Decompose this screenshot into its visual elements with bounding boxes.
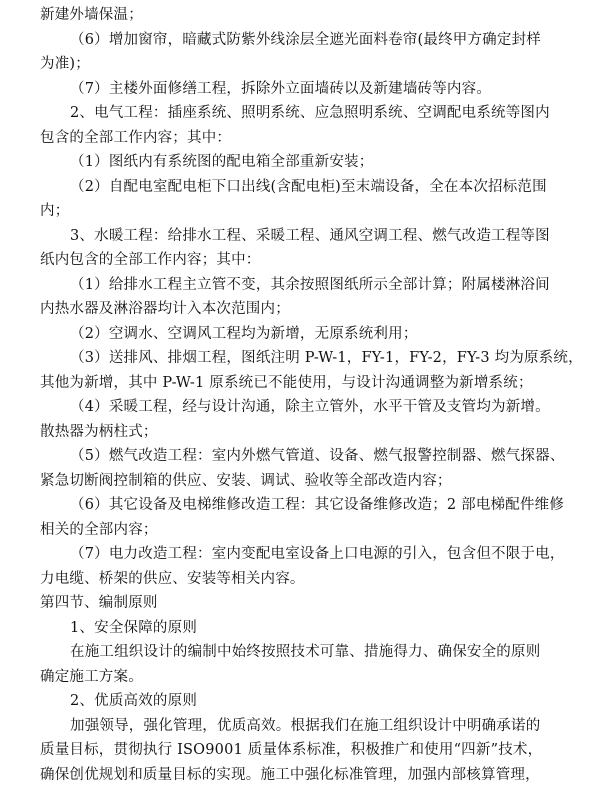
text-line: 相关的全部内容； bbox=[40, 522, 158, 538]
text-line: （2）空调水、空调风工程均为新增，无原系统利用； bbox=[70, 326, 418, 342]
text-line: （6）增加窗帘，暗藏式防紫外线涂层全遮光面料卷帘(最终甲方确定封样 bbox=[70, 32, 541, 48]
text-line: 散热器为柄柱式； bbox=[40, 424, 158, 440]
text-line: （3）送排风、排烟工程，图纸注明 P-W-1，FY-1，FY-2，FY-3 均为原系统， bbox=[70, 350, 583, 366]
text-line: 质量目标，贯彻执行 ISO9001 质量体系标准，积极推广和使用“四新”技术， bbox=[40, 742, 543, 758]
text-line: 纸内包含的全部工作内容；其中： bbox=[40, 252, 261, 268]
text-line: （2）自配电室配电柜下口出线(含配电柜)至末端设备，全在本次招标范围 bbox=[70, 179, 547, 195]
text-line: （7）电力改造工程：室内变配电室设备上口电源的引入，包含但不限于电， bbox=[70, 546, 565, 562]
subsection-heading: 2、优质高效的原则 bbox=[70, 693, 198, 709]
text-line: （7）主楼外面修缮工程，拆除外立面墙砖以及新建墙砖等内容。 bbox=[70, 81, 492, 97]
text-line: 2、电气工程：插座系统、照明系统、应急照明系统、空调配电系统等图内 bbox=[70, 105, 550, 121]
text-line: 为准)； bbox=[40, 56, 90, 72]
text-line: 在施工组织设计的编制中始终按照技术可靠、措施得力、确保安全的原则 bbox=[70, 644, 541, 660]
subsection-heading: 1、安全保障的原则 bbox=[70, 620, 198, 636]
text-line: 确定施工方案。 bbox=[40, 669, 143, 685]
text-line: （1）图纸内有系统图的配电箱全部重新安装； bbox=[70, 154, 374, 170]
text-line: 确保创优规划和质量目标的实现。施工中强化标准管理，加强内部核算管理， bbox=[40, 767, 540, 783]
text-line: （6）其它设备及电梯维修改造工程：其它设备维修改造；2 部电梯配件维修 bbox=[70, 497, 565, 513]
text-line: 包含的全部工作内容；其中： bbox=[40, 130, 232, 146]
section-heading: 第四节、编制原则 bbox=[40, 595, 158, 611]
text-line: （1）给排水工程主立管不变，其余按照图纸所示全部计算；附属楼淋浴间 bbox=[70, 277, 550, 293]
text-line: （5）燃气改造工程：室内外燃气管道、设备、燃气报警控制器、燃气探器、 bbox=[70, 448, 565, 464]
text-line: 内； bbox=[40, 203, 70, 219]
text-line: 力电缆、桥架的供应、安装等相关内容。 bbox=[40, 571, 305, 587]
text-line: 其他为新增，其中 P-W-1 原系统已不能使用，与设计沟通调整为新增系统； bbox=[40, 375, 533, 391]
text-line: （4）采暖工程，经与设计沟通，除主立管外，水平干管及支管均为新增。 bbox=[70, 399, 550, 415]
text-line: 新建外墙保温； bbox=[40, 7, 143, 23]
text-line: 3、水暖工程：给排水工程、采暖工程、通风空调工程、燃气改造工程等图 bbox=[70, 228, 550, 244]
text-line: 内热水器及淋浴器均计入本次范围内； bbox=[40, 301, 290, 317]
text-line: 加强领导，强化管理，优质高效。根据我们在施工组织设计中明确承诺的 bbox=[70, 718, 541, 734]
text-line: 紧急切断阀控制箱的供应、安装、调试、验收等全部改造内容； bbox=[40, 473, 452, 489]
